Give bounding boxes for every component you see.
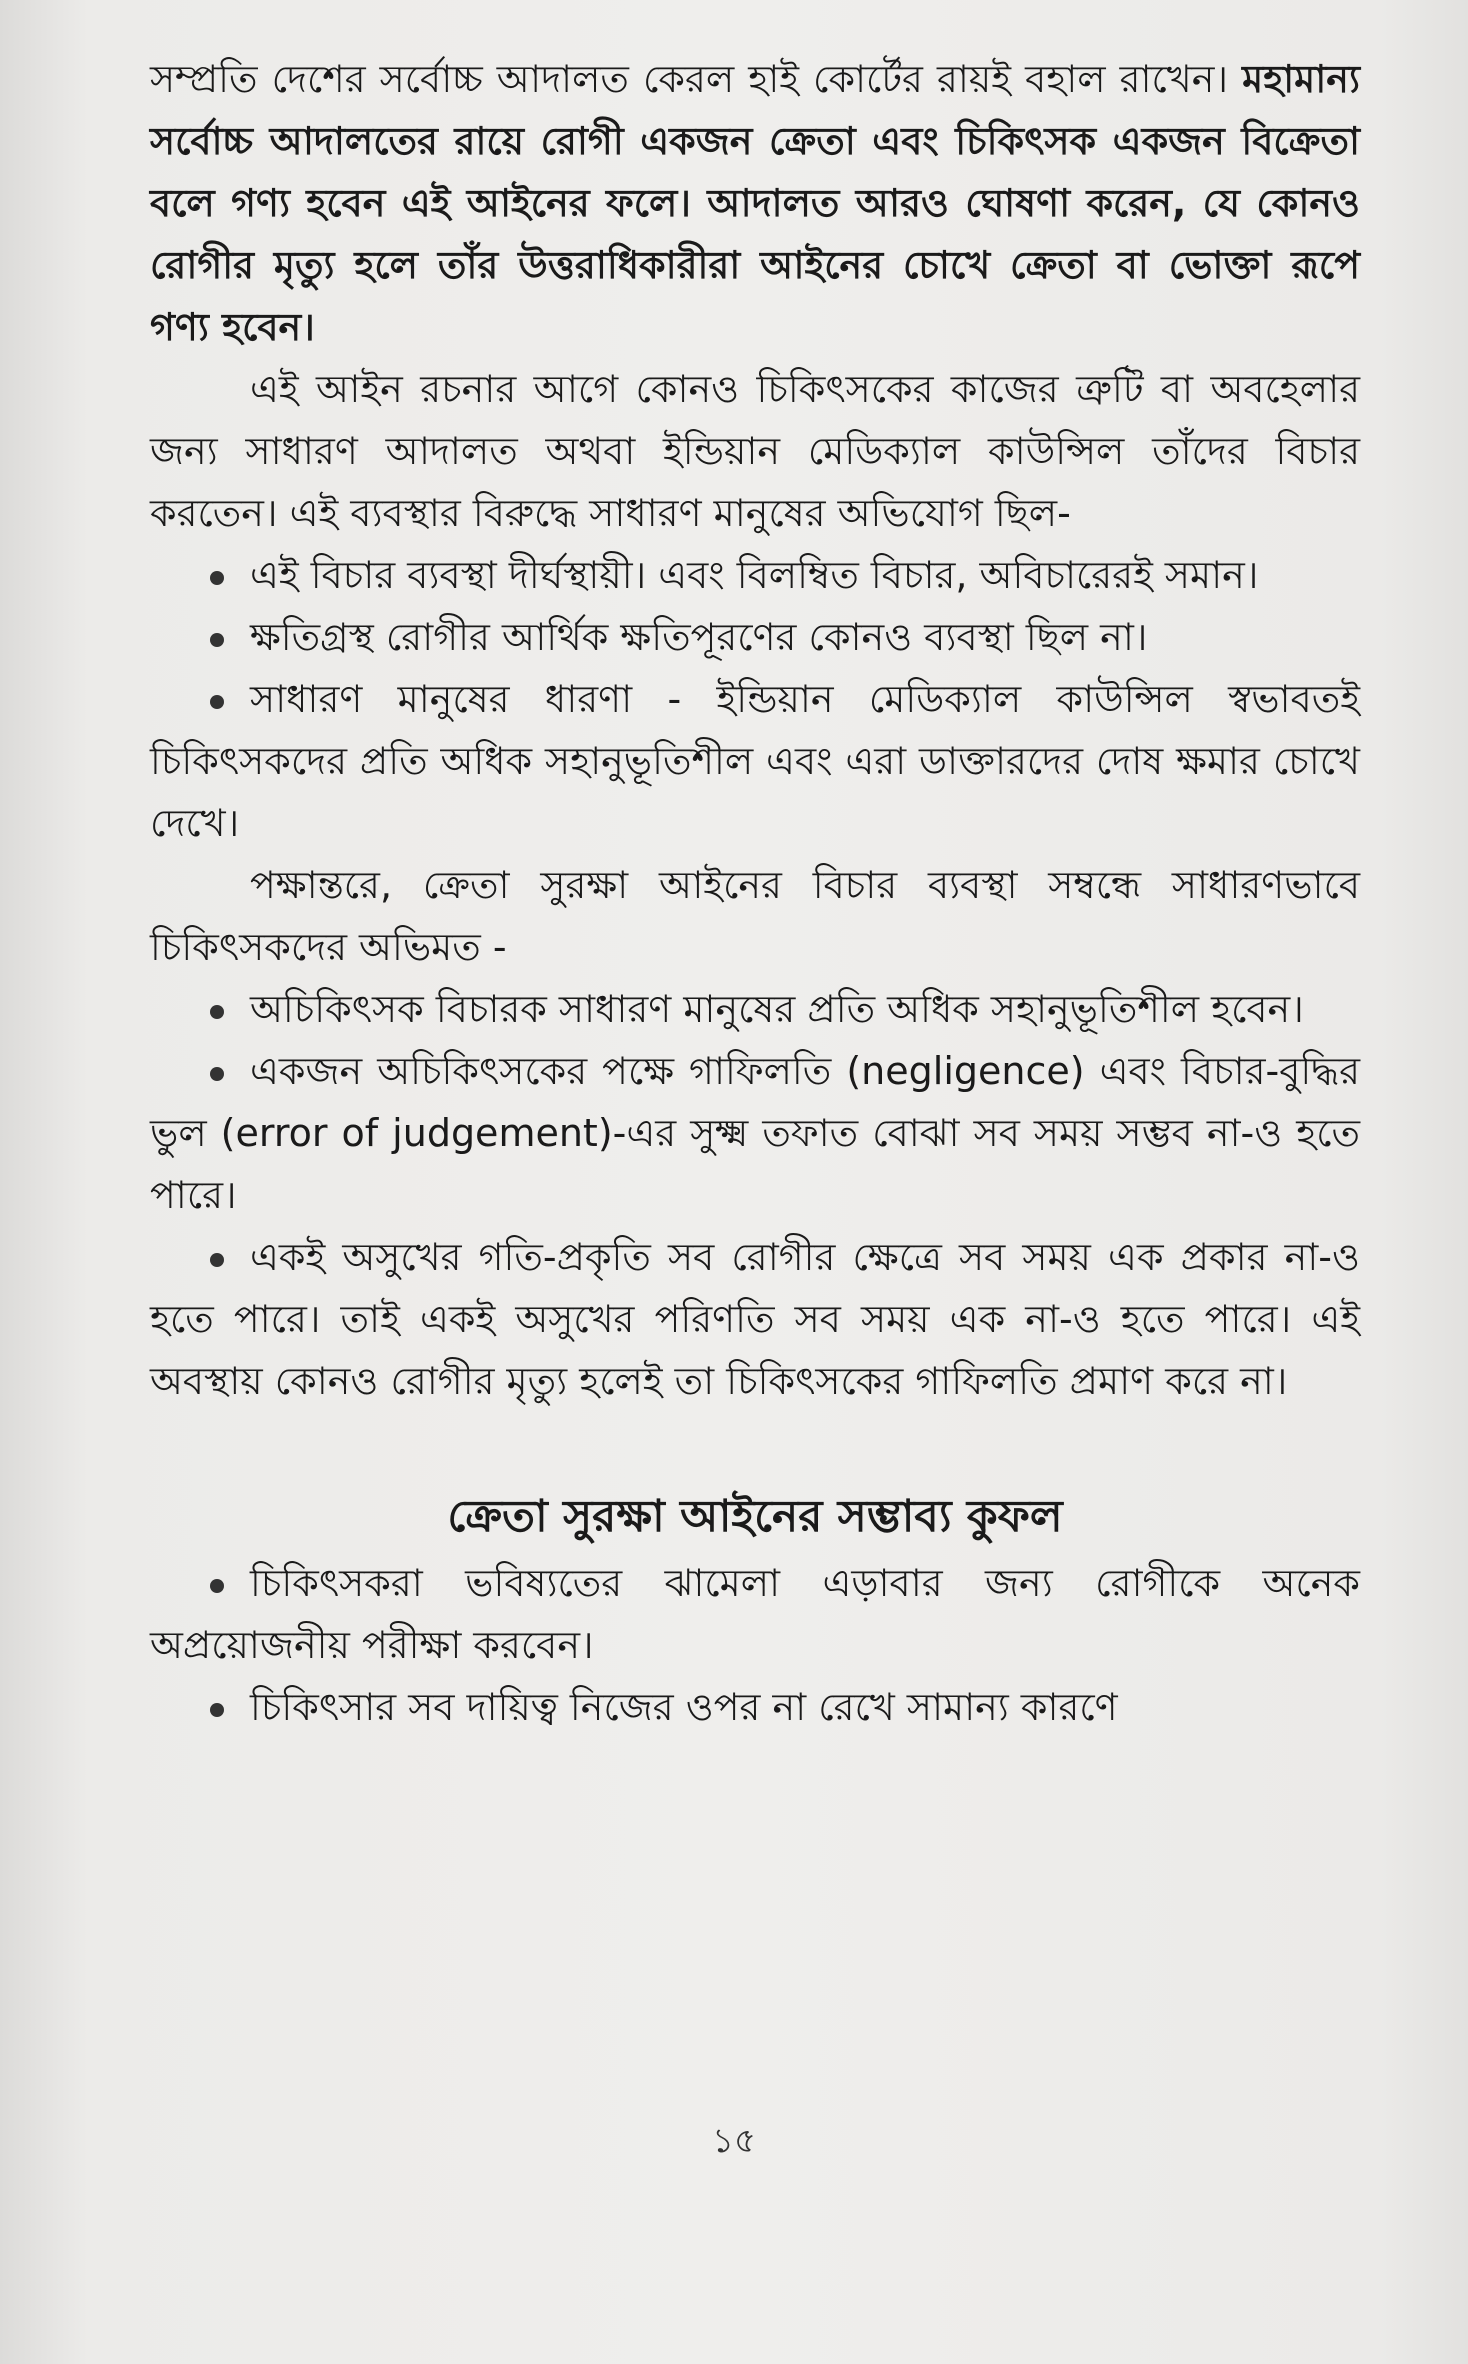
- bullet-icon: [210, 1703, 224, 1717]
- paragraph-2: এই আইন রচনার আগে কোনও চিকিৎসকের কাজের ত্রুটি বা অবহেলার জন্য সাধারণ আদালত অথবা ইন্ডিয়ান মেডিক্যাল কাউন্সিল তাঁদের বিচার করতেন। এই ব্যবস্থার বিরুদ্ধে সাধারণ মানুষের অভিযোগ ছিল-: [150, 367, 1360, 535]
- bullet-text: একই অসুখের গতি-প্রকৃতি সব রোগীর ক্ষেত্রে সব সময় এক প্রকার না-ও হতে পারে। তাই একই অসুখের পরিণতি সব সময় এক না-ও হতে পারে। এই অবস্থায় কোনও রোগীর মৃত্যু হলেই তা চিকিৎসকের গাফিলতি প্রমাণ করে না।: [150, 1235, 1360, 1403]
- bullet-text: একজন অচিকিৎসকের পক্ষে গাফিলতি (negligence) এবং বিচার-বুদ্ধির ভুল (error of judgement)-এর সুক্ষ্ম তফাত বোঝা সব সময় সম্ভব না-ও হতে পারে।: [150, 1049, 1360, 1217]
- bullet-text: চিকিৎসার সব দায়িত্ব নিজের ওপর না রেখে সামান্য কারণে: [250, 1685, 1118, 1729]
- bullet-text: এই বিচার ব্যবস্থা দীর্ঘস্থায়ী। এবং বিলম্বিত বিচার, অবিচারেরই সমান।: [250, 553, 1259, 597]
- paragraph-1-text: সম্প্রতি দেশের সর্বোচ্চ আদালত কেরল হাই কোর্টের রায়ই বহাল রাখেন।: [150, 57, 1243, 101]
- bullet-icon: [210, 695, 224, 709]
- paragraph-1: [150, 48, 1360, 358]
- bullet-item: [150, 606, 1360, 668]
- bullet-item: [150, 668, 1360, 854]
- bullet-icon: [210, 1005, 224, 1019]
- bullet-icon: [210, 633, 224, 647]
- bullet-icon: [210, 571, 224, 585]
- section-heading: ক্রেতা সুরক্ষা আইনের সম্ভাব্য কুফল: [447, 1491, 1063, 1542]
- bullet-item: [150, 1040, 1360, 1226]
- bullet-item: [150, 1676, 1360, 1738]
- bullet-item: [150, 1552, 1360, 1676]
- bullet-item: [150, 978, 1360, 1040]
- bullet-text: ক্ষতিগ্রস্থ রোগীর আর্থিক ক্ষতিপূরণের কোনও ব্যবস্থা ছিল না।: [250, 615, 1148, 659]
- bullet-icon: [210, 1579, 224, 1593]
- bullet-text: সাধারণ মানুষের ধারণা - ইন্ডিয়ান মেডিক্যাল কাউন্সিল স্বভাবতই চিকিৎসকদের প্রতি অধিক সহানুভূতিশীল এবং এরা ডাক্তারদের দোষ ক্ষমার চোখে দেখে।: [150, 677, 1360, 845]
- bullet-icon: [210, 1067, 224, 1081]
- bullet-icon: [210, 1253, 224, 1267]
- page-body: [150, 48, 1360, 1738]
- page-number: ১৫: [711, 2121, 757, 2161]
- paragraph-3: পক্ষান্তরে, ক্রেতা সুরক্ষা আইনের বিচার ব্যবস্থা সম্বন্ধে সাধারণভাবে চিকিৎসকদের অভিমত -: [150, 863, 1360, 969]
- paragraph-1-bold-text: মহামান্য সর্বোচ্চ আদালতের রায়ে রোগী একজন ক্রেতা এবং চিকিৎসক একজন বিক্রেতা বলে গণ্য হবেন এই আইনের ফলে। আদালত আরও ঘোষণা করেন, যে কোনও রোগীর মৃত্যু হলে তাঁর উত্তরাধিকারীরা আইনের চোখে ক্রেতা বা ভোক্তা রূপে গণ্য হবেন।: [150, 57, 1360, 349]
- bullet-item: [150, 544, 1360, 606]
- bullet-text: চিকিৎসকরা ভবিষ্যতের ঝামেলা এড়াবার জন্য রোগীকে অনেক অপ্রয়োজনীয় পরীক্ষা করবেন।: [150, 1561, 1360, 1667]
- bullet-text: অচিকিৎসক বিচারক সাধারণ মানুষের প্রতি অধিক সহানুভূতিশীল হবেন।: [250, 987, 1304, 1031]
- bullet-item: [150, 1226, 1360, 1412]
